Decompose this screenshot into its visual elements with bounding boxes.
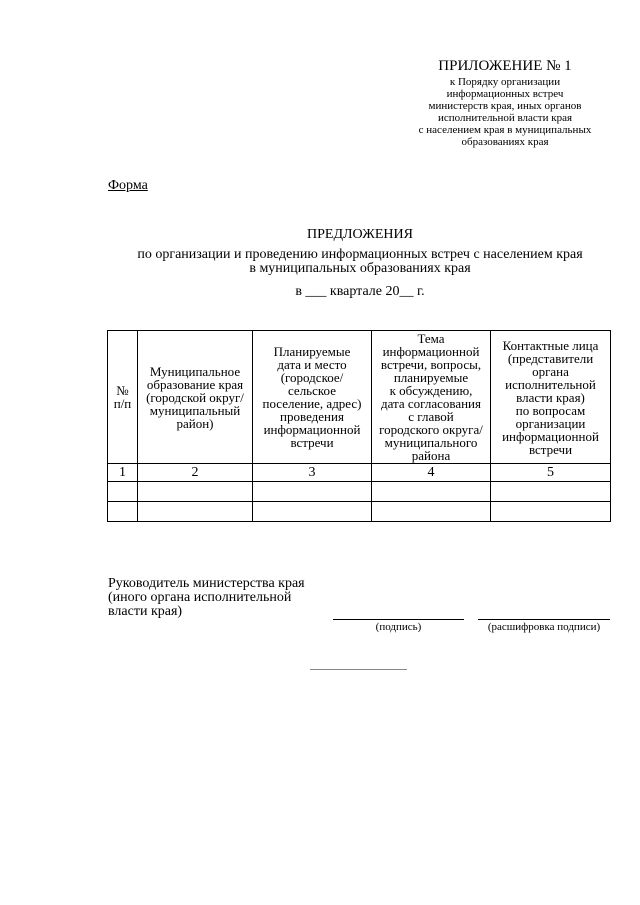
header-line: (городское/: [280, 370, 344, 385]
table-cell[interactable]: [108, 502, 138, 522]
appendix-title: ПРИЛОЖЕНИЕ № 1: [438, 58, 572, 74]
header-line: п/п: [113, 396, 132, 411]
proposals-table: [107, 330, 611, 522]
header-line: исполнительной: [505, 376, 596, 392]
appendix-line: образованиях края: [461, 136, 549, 148]
column-number-cell: 2: [138, 464, 253, 482]
table-cell[interactable]: [138, 482, 253, 502]
header-line: (городской округ/: [146, 389, 244, 405]
table-cell[interactable]: [491, 502, 611, 522]
header-line: встречи, вопросы,: [380, 357, 482, 372]
signature-decoding-line[interactable]: [478, 619, 610, 620]
table-cell[interactable]: [372, 482, 491, 502]
header-line: органа: [532, 363, 569, 379]
header-line: №: [116, 383, 129, 398]
signatory-role: [108, 577, 305, 619]
header-line: муниципального: [384, 435, 478, 450]
header-line: организации: [515, 415, 586, 431]
header-line: Контактные лица: [502, 337, 599, 353]
header-line: муниципальный: [149, 402, 241, 418]
column-number-cell: 1: [108, 464, 138, 482]
header-line: информационной: [382, 344, 480, 359]
form-label: Форма: [108, 178, 148, 193]
header-line: городского округа/: [379, 422, 483, 437]
appendix-reference: [398, 76, 612, 148]
header-line: Планируемые: [273, 344, 351, 359]
column-number-cell: 5: [491, 464, 611, 482]
table-header-row: [108, 331, 611, 464]
header-line: по вопросам: [515, 402, 586, 418]
document-period: в ___ квартале 20__ г.: [295, 284, 425, 299]
appendix-line: информационных встреч: [446, 88, 564, 100]
header-line: (представители: [507, 350, 594, 366]
end-divider: [310, 669, 407, 670]
header-line: дата и место: [277, 357, 347, 372]
header-line: район): [176, 415, 214, 431]
role-line: (иного органа исполнительной: [108, 590, 292, 605]
header-cell-topic: [372, 331, 491, 464]
subtitle-line: по организации и проведению информационных встреч с населением края: [137, 247, 583, 262]
header-line: сельское: [288, 383, 336, 398]
header-line: с главой: [408, 409, 454, 424]
header-cell-date-place: [253, 331, 372, 464]
document-title: ПРЕДЛОЖЕНИЯ: [307, 227, 413, 242]
header-line: власти края): [516, 389, 585, 405]
appendix-line: министерств края, иных органов: [428, 100, 582, 112]
table-row: [108, 482, 611, 502]
subtitle-line: в муниципальных образованиях края: [249, 261, 471, 276]
role-line: Руководитель министерства края: [108, 576, 305, 591]
table-cell[interactable]: [138, 502, 253, 522]
header-line: Муниципальное: [149, 363, 241, 379]
appendix-line: с населением края в муниципальных: [418, 124, 592, 136]
document-subtitle: [100, 248, 620, 276]
table-cell[interactable]: [253, 482, 372, 502]
header-line: образование края: [146, 376, 244, 392]
appendix-line: исполнительной власти края: [437, 112, 573, 124]
table-cell[interactable]: [491, 482, 611, 502]
header-cell-number: [108, 331, 138, 464]
signature-caption: (подпись): [375, 621, 422, 633]
decoding-caption: (расшифровка подписи): [487, 621, 601, 633]
table-cell[interactable]: [372, 502, 491, 522]
header-line: поселение, адрес): [262, 396, 362, 411]
header-line: встречи: [290, 435, 334, 450]
header-line: проведения: [280, 409, 344, 424]
table-cell[interactable]: [108, 482, 138, 502]
signature-line[interactable]: [333, 619, 464, 620]
header-cell-contacts: [491, 331, 611, 464]
header-line: встречи: [528, 441, 573, 457]
header-cell-municipality: [138, 331, 253, 464]
column-number-cell: 3: [253, 464, 372, 482]
table-row: [108, 502, 611, 522]
header-line: информационной: [263, 422, 361, 437]
appendix-line: к Порядку организации: [449, 76, 561, 88]
column-number-row: [108, 464, 611, 482]
header-line: информационной: [502, 428, 599, 444]
header-line: дата согласования: [380, 396, 481, 411]
column-number-cell: 4: [372, 464, 491, 482]
header-line: планируемые: [393, 370, 469, 385]
header-line: района: [411, 448, 451, 463]
header-line: Тема: [417, 331, 445, 346]
table-cell[interactable]: [253, 502, 372, 522]
header-line: к обсуждению,: [389, 383, 473, 398]
role-line: власти края): [108, 604, 183, 619]
